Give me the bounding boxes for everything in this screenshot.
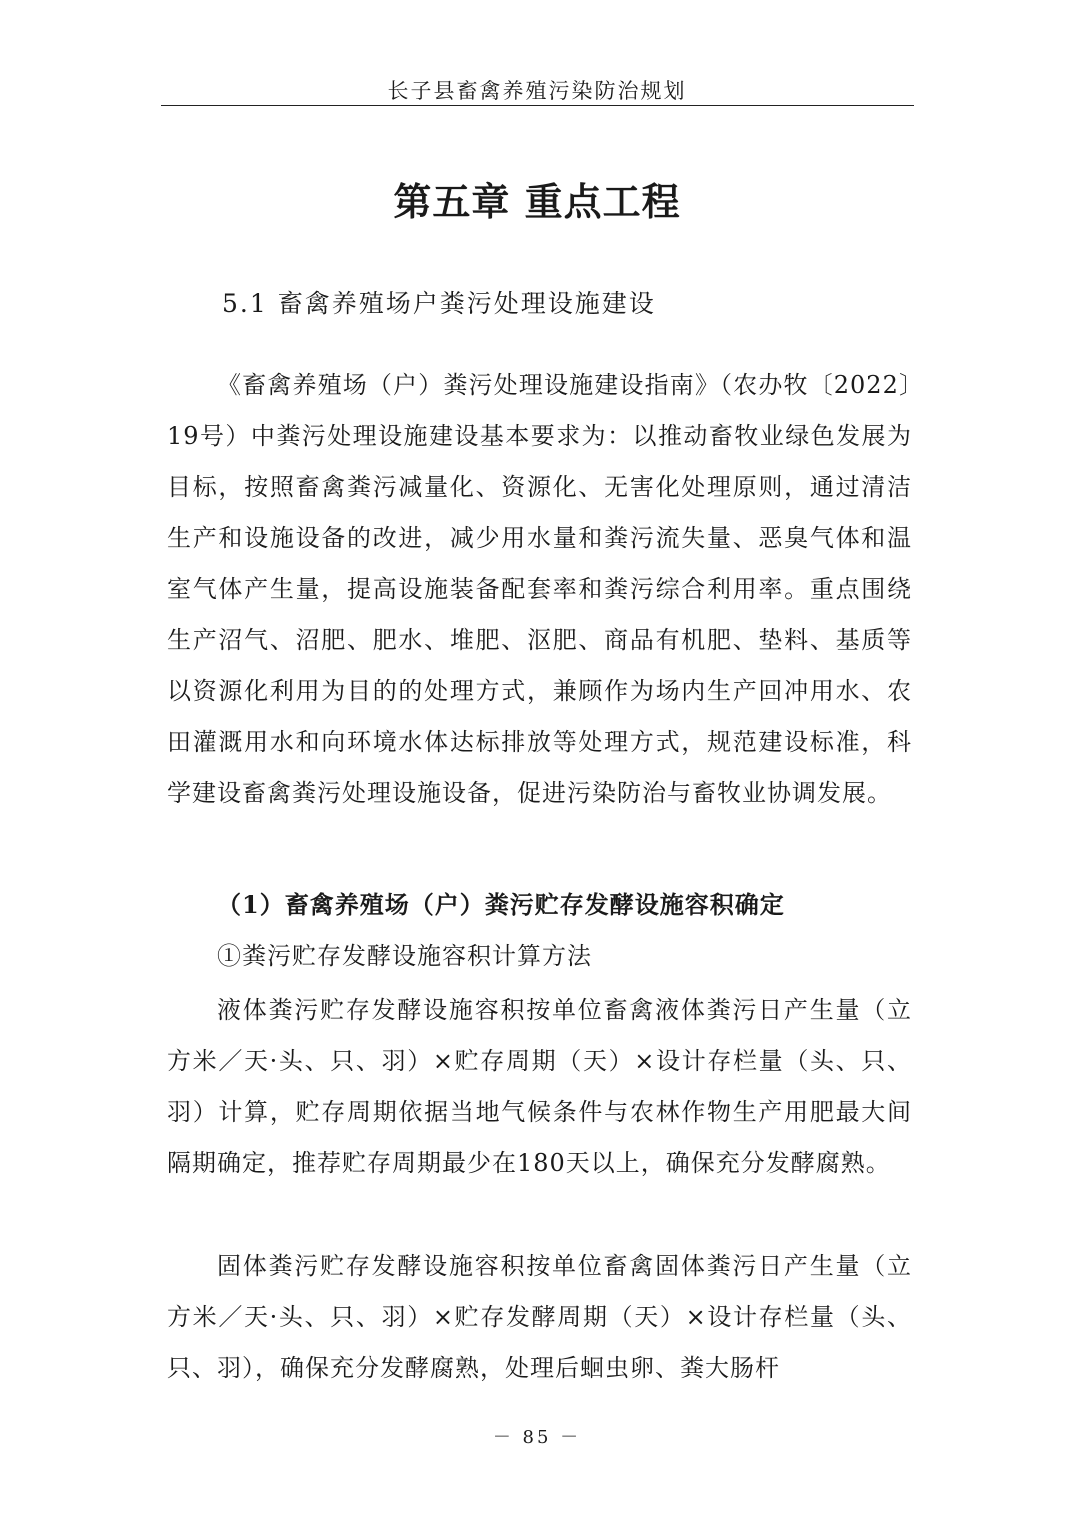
paragraph-guideline: 《畜禽养殖场（户）粪污处理设施建设指南》（农办牧〔2022〕19号）中粪污处理设施建设基本要求为：以推动畜牧业绿色发展为目标，按照畜禽粪污减量化、资源化、无害化处理原则，通过清洁生产和设施设备的改进，减少用水量和粪污流失量、恶臭气体和温室气体产生量，提高设施装备配套率和粪污综合利用率。重点围绕生产沼气、沼肥、肥水、堆肥、沤肥、商品有机肥、垫料、基质等以资源化利用为目的的处理方式，兼顾作为场内生产回冲用水、农田灌溉用水和向环境水体达标排放等处理方式，规范建设标准，科学建设畜禽粪污处理设施设备，促进污染防治与畜牧业协调发展。 bbox=[167, 371, 912, 807]
paragraph-solid-manure: 固体粪污贮存发酵设施容积按单位畜禽固体粪污日产生量（立方米／天·头、只、羽）×贮存发酵周期（天）×设计存栏量（头、只、羽），确保充分发酵腐熟，处理后蛔虫卵、粪大肠杆 bbox=[167, 1252, 912, 1382]
chapter-title: 第五章 重点工程 bbox=[393, 180, 681, 224]
running-header: 长子县畜禽养殖污染防治规划 bbox=[387, 79, 687, 103]
header-divider bbox=[161, 105, 914, 106]
subsection-heading: （1）畜禽养殖场（户）粪污贮存发酵设施容积确定 bbox=[217, 890, 785, 919]
page-number: － 85 － bbox=[492, 1427, 582, 1448]
section-heading: 5.1 畜禽养殖场户粪污处理设施建设 bbox=[222, 289, 656, 318]
method-heading: ①粪污贮存发酵设施容积计算方法 bbox=[217, 942, 592, 970]
paragraph-liquid-manure: 液体粪污贮存发酵设施容积按单位畜禽液体粪污日产生量（立方米／天·头、只、羽）×贮存周期（天）×设计存栏量（头、只、羽）计算，贮存周期依据当地气候条件与农林作物生产用肥最大间隔期确定，推荐贮存周期最少在180天以上，确保充分发酵腐熟。 bbox=[167, 996, 912, 1177]
